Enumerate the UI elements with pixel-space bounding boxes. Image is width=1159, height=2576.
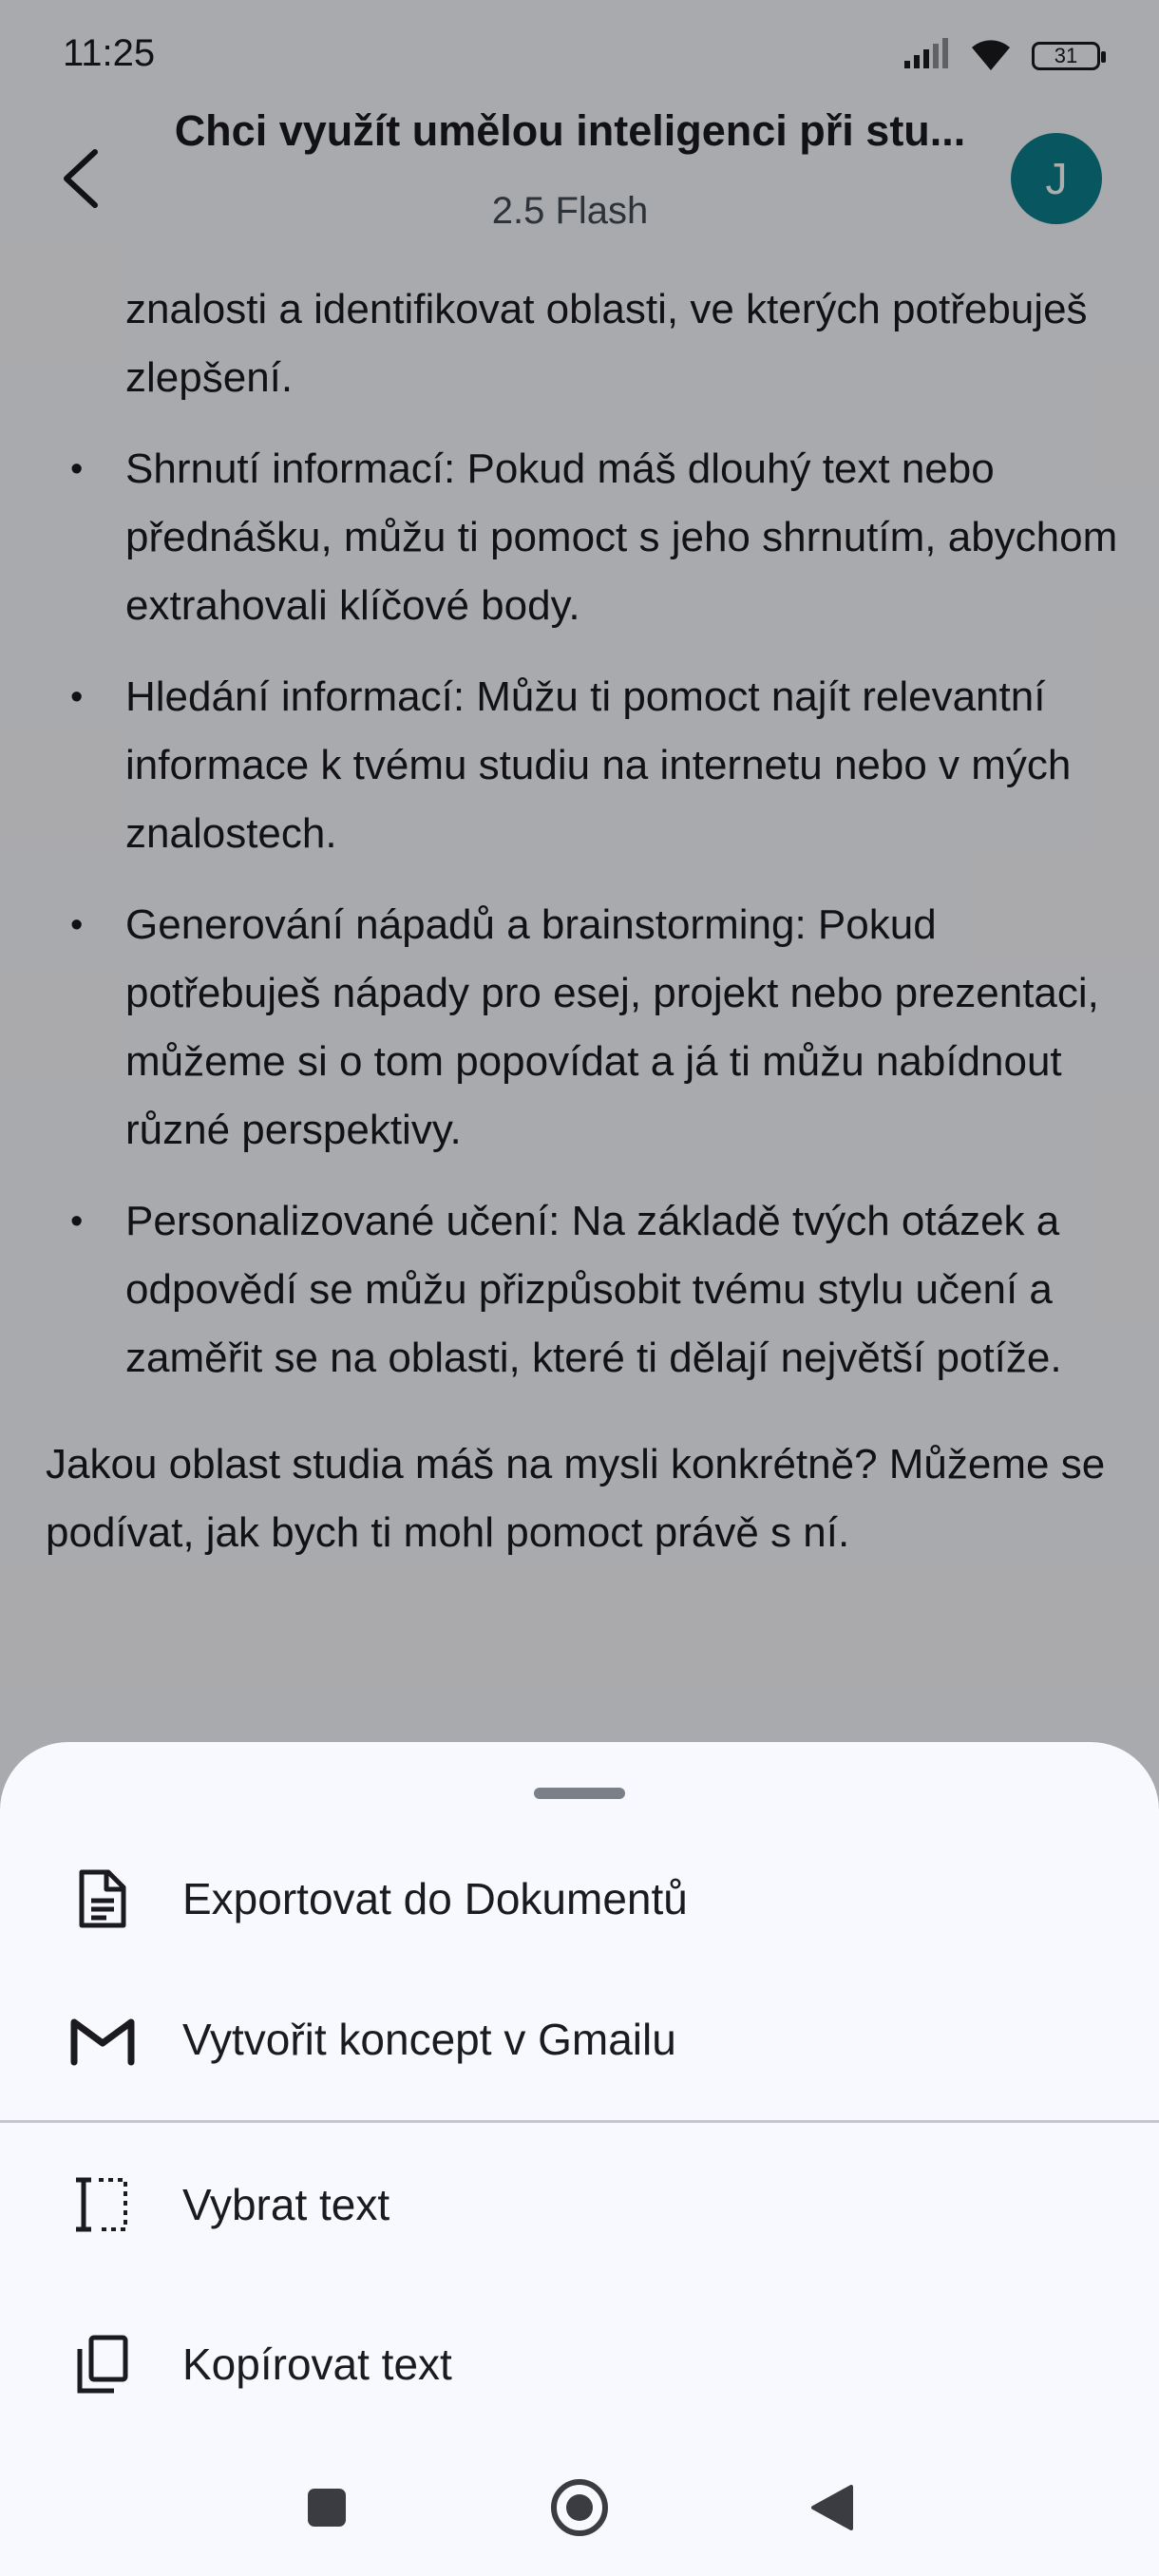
recents-button[interactable] (279, 2462, 374, 2557)
gmail-draft-item[interactable] (0, 1968, 1159, 2111)
list-item: • Shrnutí informací: Pokud máš dlouhý text nebo přednášku, můžu ti pomoct s jeho shrnutím, abychom extrahovali klíčové body. (0, 435, 1123, 640)
chat-title[interactable]: Chci využít umělou inteligenci při stu... (174, 106, 966, 155)
model-selector[interactable]: 2.5 Flash (491, 190, 649, 232)
system-back-button[interactable] (785, 2462, 880, 2557)
select-text-icon (66, 2169, 139, 2241)
status-time: 11:25 (63, 32, 156, 74)
home-button[interactable] (532, 2462, 627, 2557)
avatar-letter: J (1045, 154, 1068, 203)
list-item-continuation: znalosti a identifikovat oblasti, ve kterých potřebuješ zlepšení. (125, 286, 1088, 401)
gmail-icon (66, 2003, 139, 2075)
copy-text-item[interactable] (0, 2293, 1159, 2435)
copy-icon (66, 2328, 139, 2400)
menu-item-label: Vytvořit koncept v Gmailu (182, 2015, 676, 2064)
closing-paragraph: Jakou oblast studia máš na mysli konkrétně? Můžeme se podívat, jak bych ti mohl pomoct právě s ní. (46, 1441, 1106, 1556)
recents-icon (306, 2487, 348, 2533)
export-to-docs-item[interactable] (0, 1828, 1159, 1970)
menu-item-label: Exportovat do Dokumentů (182, 1874, 688, 1923)
list-item: • Personalizované učení: Na základě tvých otázek a odpovědí se můžu přizpůsobit tvému stylu učení a zaměřit se na oblasti, které ti dělají největší potíže. (0, 1187, 1123, 1392)
list-item: • Generování nápadů a brainstorming: Pokud potřebuješ nápady pro esej, projekt nebo prezentaci, můžeme si o tom popovídat a já ti můžu nabídnout různé perspektivy. (0, 891, 1123, 1165)
home-icon (550, 2478, 609, 2542)
document-icon (66, 1863, 139, 1935)
menu-item-label: Vybrat text (182, 2180, 390, 2229)
select-text-item[interactable] (0, 2133, 1159, 2276)
divider (0, 2120, 1159, 2123)
list-item: • Hledání informací: Můžu ti pomoct najít relevantní informace k tvému studiu na internetu nebo v mých znalostech. (0, 663, 1123, 868)
menu-item-label: Kopírovat text (182, 2339, 452, 2389)
drag-handle[interactable] (534, 1788, 625, 1799)
back-triangle-icon (809, 2483, 855, 2537)
navigation-bar (0, 2434, 1159, 2576)
battery-level: 31 (1054, 43, 1078, 67)
